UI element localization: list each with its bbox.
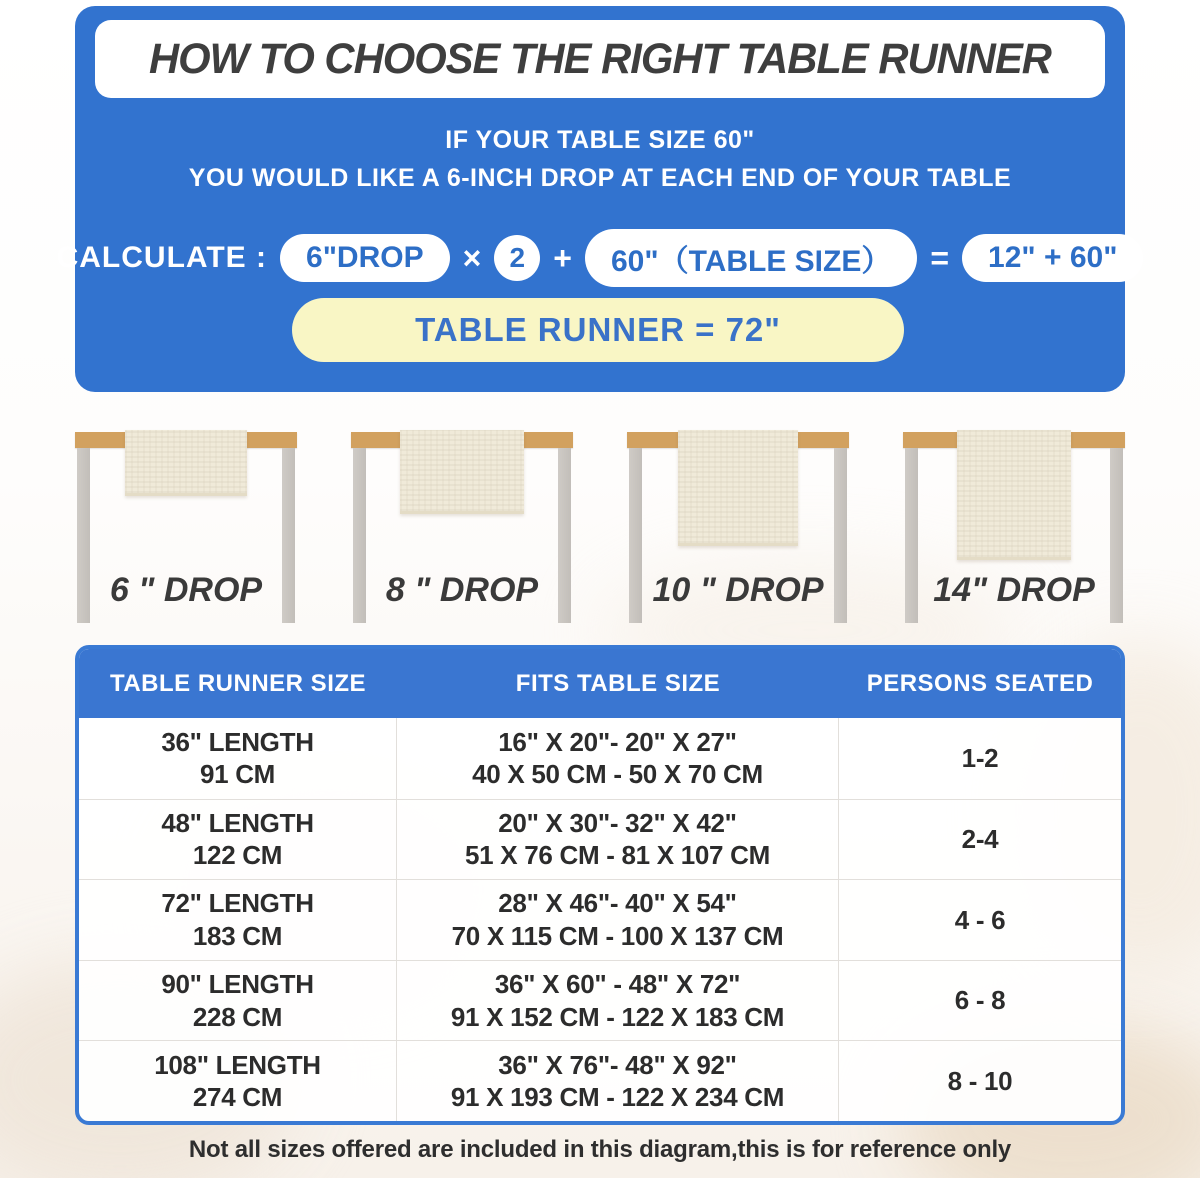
persons-cell: 8 - 10 [947, 1065, 1013, 1096]
fits-size-inches: 28" X 46"- 40" X 54" [498, 888, 737, 919]
drop-figure-6in [75, 425, 297, 630]
title-banner [95, 20, 1105, 98]
fits-size-cm: 40 X 50 CM - 50 X 70 CM [472, 759, 763, 790]
runner-size-inches: 48" LENGTH [161, 807, 314, 838]
fits-size-cm: 91 X 152 CM - 122 X 183 CM [450, 1001, 785, 1032]
instruction-panel [56, 6, 1125, 392]
plus-sign: + [553, 239, 572, 276]
table-row [79, 879, 1121, 960]
table-row [79, 718, 1121, 799]
drop-figure-8in [351, 425, 573, 630]
fits-size-inches: 36" X 76"- 48" X 92" [498, 1049, 737, 1080]
runner-size-cell [79, 961, 397, 1041]
drop-illustrations [75, 425, 1125, 630]
drop-label: 6 " DROP [109, 571, 263, 609]
table-row [79, 960, 1121, 1041]
page-title: HOW TO CHOOSE THE RIGHT TABLE RUNNER [148, 34, 1052, 83]
drop-label: 10 " DROP [652, 571, 824, 609]
multiply-sign: × [462, 239, 482, 276]
runner-size-inches: 108" LENGTH [154, 1049, 321, 1080]
fits-size-inches: 36" X 60" - 48" X 72" [494, 969, 741, 1000]
size-chart-header [79, 649, 1121, 718]
persons-cell: 1-2 [961, 743, 999, 774]
fits-size-cm: 91 X 193 CM - 122 X 234 CM [450, 1082, 785, 1113]
equals-sign: = [930, 239, 950, 276]
result-banner: TABLE RUNNER = 72" [292, 298, 904, 362]
table-row [79, 1040, 1121, 1121]
size-chart-table [75, 645, 1125, 1125]
runner-size-cm: 228 CM [192, 1001, 283, 1032]
calculation-formula [56, 230, 1125, 286]
runner-size-cell [79, 880, 397, 960]
fits-size-inches: 20" X 30"- 32" X 42" [498, 807, 737, 838]
drop-figure-14in [903, 425, 1125, 630]
table-row [79, 799, 1121, 880]
fits-size-cell [397, 718, 839, 799]
fits-size-cm: 70 X 115 CM - 100 X 137 CM [451, 920, 784, 951]
table-runner-cloth [678, 430, 798, 546]
drop-label: 8 " DROP [385, 571, 539, 609]
table-runner-cloth [125, 430, 247, 496]
size-chart-body [79, 718, 1121, 1121]
runner-size-cell [79, 1041, 397, 1121]
column-header-fits-size: FITS TABLE SIZE [515, 669, 721, 697]
persons-cell: 4 - 6 [954, 904, 1006, 935]
fits-size-cm: 51 X 76 CM - 81 X 107 CM [465, 840, 770, 871]
multiplier-badge: 2 [494, 235, 540, 281]
reference-disclaimer: Not all sizes offered are included in this diagram,this is for reference only [188, 1136, 1012, 1163]
fits-size-cell [397, 800, 839, 880]
runner-size-cell [79, 718, 397, 799]
runner-size-inches: 72" LENGTH [161, 888, 314, 919]
column-header-runner-size: TABLE RUNNER SIZE [109, 669, 367, 697]
calculate-label: CALCULATE : [56, 241, 268, 274]
drop-value-pill: 6"DROP [280, 234, 450, 282]
runner-size-cm: 274 CM [192, 1082, 283, 1113]
runner-size-cell [79, 800, 397, 880]
runner-size-inches: 90" LENGTH [161, 969, 314, 1000]
table-runner-cloth [957, 430, 1071, 560]
intro-line-2: YOU WOULD LIKE A 6-INCH DROP AT EACH END OF YOUR TABLE [188, 164, 1012, 192]
persons-cell: 2-4 [961, 824, 999, 855]
persons-cell: 6 - 8 [954, 985, 1006, 1016]
runner-size-inches: 36" LENGTH [161, 726, 314, 757]
table-size-pill: 60"（TABLE SIZE） [585, 229, 917, 287]
drop-label: 14" DROP [933, 571, 1095, 609]
drop-figure-10in [627, 425, 849, 630]
fits-size-cell [397, 961, 839, 1041]
sum-pill: 12" + 60" [962, 234, 1143, 282]
fits-size-inches: 16" X 20"- 20" X 27" [498, 726, 737, 757]
runner-size-cm: 91 CM [199, 759, 276, 790]
column-header-persons: PERSONS SEATED [866, 669, 1094, 697]
runner-size-cm: 122 CM [192, 840, 283, 871]
fits-size-cell [397, 1041, 839, 1121]
runner-size-cm: 183 CM [192, 920, 283, 951]
fits-size-cell [397, 880, 839, 960]
table-runner-cloth [400, 430, 524, 514]
intro-line-1: IF YOUR TABLE SIZE 60" [445, 126, 755, 154]
